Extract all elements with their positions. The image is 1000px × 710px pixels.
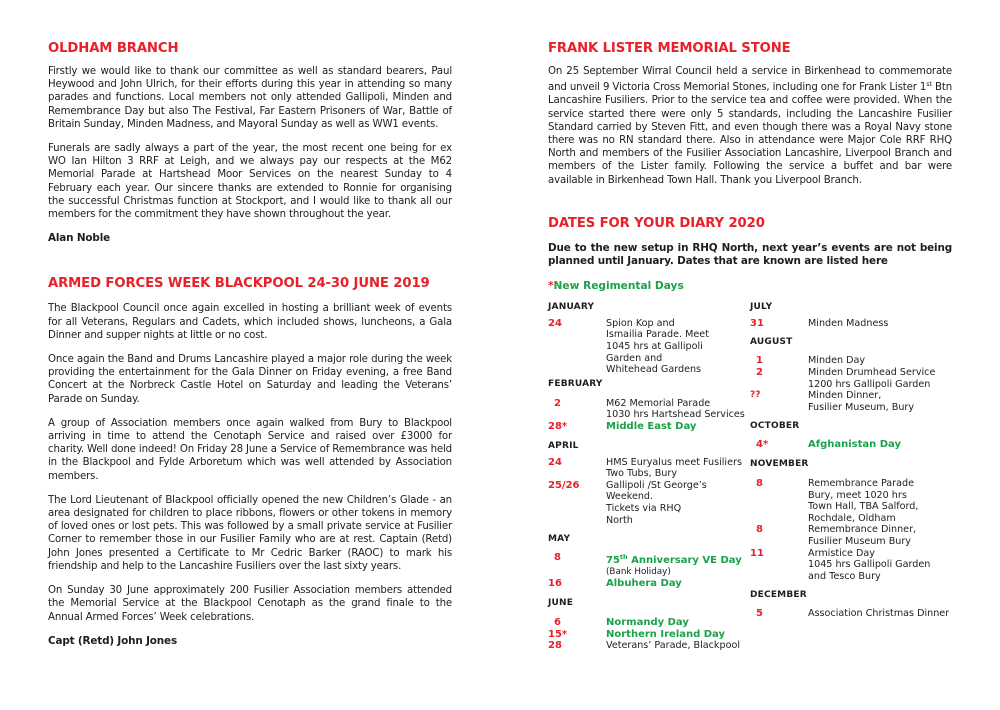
paragraph: The Lord Lieutenant of Blackpool officially opened the new Children’s Glade - an area designated for children to place ribbons, flowers or other tokens in memory of loved ones or lost pets. This was followed by a small private service at Fusilier Corner to remember those in our Fusilier Family who are at rest. Captain (Retd) John Jones presented a Certificate to Mr Cedric Barker (RAOC) to mark his friendship and help to the Lancashire Fusiliers over the last sixty years. [48, 494, 452, 572]
event-desc: Northern Ireland Day [606, 628, 726, 640]
month-heading: AUGUST [750, 337, 793, 348]
diary-entry [548, 552, 750, 578]
diary-entry [548, 318, 750, 376]
diary-entry [548, 421, 750, 433]
event-date: 5 [756, 608, 763, 620]
event-date: 6 [554, 616, 561, 628]
diary-entry [750, 608, 952, 620]
diary-entry [750, 548, 952, 583]
paragraph: Funerals are sadly always a part of the year, the most recent one being for ex WO Ian Hilton 3 RRF at Leigh, and we always pay our respects at the M62 Memorial Parade at Hartshead Moor Services on the nearest Sunday to 4 February each year. Our sincere thanks are extended to Ronnie for organising the successful Christmas function at Stockport, and I would like to thank all our members for the commitment they have shown throughout the year. [48, 143, 452, 221]
month-heading: APRIL [548, 440, 579, 451]
diary-entry [548, 457, 750, 480]
event-desc: Minden Day [808, 355, 866, 367]
diary-section [548, 215, 952, 652]
diary-calendar [548, 302, 952, 652]
event-date: 31 [750, 317, 764, 329]
paragraph: The Blackpool Council once again excelled in hosting a brilliant week of events for all Veterans, Regulars and Cadets, which included shows, luncheons, a Gala Dinner and supper nights at little or no cost. [48, 303, 452, 341]
event-date: 8 [756, 477, 763, 489]
oldham-branch-section [48, 40, 452, 245]
event-date: ?? [750, 390, 761, 401]
event-desc: Remembrance Parade Bury, meet 1020 hrs Town Hall, TBA Salford, Rochdale, Oldham [808, 477, 919, 524]
event-date: 2 [554, 397, 561, 409]
signature: Alan Noble [48, 232, 111, 245]
event-date: 24 [548, 317, 562, 329]
event-desc: Minden Madness [808, 317, 889, 329]
month-heading: FEBRUARY [548, 378, 603, 389]
month-heading: DECEMBER [750, 590, 807, 601]
section-title: ARMED FORCES WEEK BLACKPOOL 24-30 JUNE 2019 [48, 276, 430, 292]
armed-forces-week-section [48, 275, 452, 647]
month-heading: JANUARY [548, 301, 595, 312]
legend-new-regimental-days [548, 280, 952, 292]
section-title: FRANK LISTER MEMORIAL STONE [548, 41, 791, 56]
event-desc: Minden Drumhead Service 1200 hrs Gallipoli Garden [808, 367, 936, 390]
event-desc: Minden Dinner, Fusilier Museum, Bury [808, 390, 915, 413]
event-date: 8 [554, 552, 561, 564]
event-date: 11 [750, 547, 764, 559]
diary-entry [548, 398, 750, 421]
event-desc: 75th Anniversary VE Day (Bank Holiday) [606, 553, 742, 577]
month-heading: OCTOBER [750, 421, 800, 432]
event-date: 24 [548, 456, 562, 468]
diary-column-right [750, 302, 952, 652]
month-heading: JUNE [548, 597, 574, 608]
event-desc: Veterans’ Parade, Blackpool [606, 640, 740, 652]
event-desc: Association Christmas Dinner [808, 608, 950, 620]
event-desc: M62 Memorial Parade 1030 hrs Hartshead Services [606, 397, 745, 421]
paragraph: A group of Association members once again walked from Bury to Blackpool arriving in time to attend the Cenotaph Service and raised over £3000 for charity. Well done indeed! On Friday 28 June a Service of Remembrance was held in the Blackpool and Fylde Arboretum which was well attended by Association members. [48, 417, 452, 482]
event-date: 4* [756, 439, 769, 451]
diary-entry [548, 578, 750, 590]
event-date: 8 [756, 524, 763, 536]
text-run: Btn Lancashire Fusiliers. Prior to the service tea and coffee were provided. When the service started there were only 5 standards, including the Lancashire Fusilier Standard carried by Steven Fitt, and even though there was a Royal Navy stone there was no RN standard there. Also in attendance were Major Cole RRF RHQ North and members of the Fusilier Association Lancashire, Liverpool Branch and members of the Lister family. Following the service a buffet and bar were available in Birkenhead Town Hall. Thank you Liverpool Branch. [548, 82, 952, 186]
event-date: 2 [756, 367, 763, 379]
diary-column-left [548, 302, 750, 652]
diary-entry [750, 478, 952, 524]
diary-entry [548, 480, 750, 526]
diary-entry [750, 355, 952, 367]
event-desc: Remembrance Dinner, Fusilier Museum Bury [808, 524, 917, 547]
paragraph [548, 65, 952, 187]
event-desc: Middle East Day [606, 420, 697, 432]
diary-entry [750, 390, 952, 413]
event-desc: Armistice Day 1045 hrs Gallipoli Garden and Tesco Bury [808, 547, 931, 582]
left-column [48, 40, 452, 648]
month-heading: MAY [548, 534, 571, 545]
event-desc: Gallipoli /St George’s Weekend. Tickets via RHQ North [606, 479, 707, 526]
diary-entry [750, 524, 952, 547]
superscript: st [926, 80, 932, 89]
event-date: 15* [548, 628, 568, 640]
event-desc: Afghanistan Day [808, 439, 902, 451]
diary-entry [750, 367, 952, 390]
paragraph: Once again the Band and Drums Lancashire played a major role during the week providing the entertainment for the Gala Dinner on Friday evening, a free Band Concert at the Norbreck Castle Hotel on Saturday and leading the Veterans’ Parade on Sunday. [48, 354, 452, 405]
event-desc: Normandy Day [606, 616, 689, 628]
event-desc: HMS Euryalus meet Fusiliers Two Tubs, Bury [606, 456, 742, 480]
paragraph: Firstly we would like to thank our committee as well as standard bearers, Paul Heywood and John Ulrich, for their efforts during this year in attending so many parades and functions. Local members not only attended Gallipoli, Minden and Remembrance Day but also The Festival, Far Eastern Prisoners of War, Battle of Britain Sunday, Minden Madness, and Mayoral Sunday as well as WW1 events. [48, 66, 452, 130]
paragraph: On Sunday 30 June approximately 200 Fusilier Association members attended the Memorial Service at the Blackpool Cenotaph as the grand finale to the Annual Armed Forces’ Week celebrations. [48, 585, 452, 623]
section-title: DATES FOR YOUR DIARY 2020 [548, 215, 765, 231]
diary-entry [548, 629, 750, 641]
text-run: On 25 September Wirral Council held a service in Birkenhead to commemorate and unveil 9 Victoria Cross Memorial Stones, including one for Frank Lister 1 [548, 66, 952, 94]
event-date: 1 [756, 355, 763, 367]
event-desc: Spion Kop and Ismailia Parade. Meet 1045 hrs at Gallipoli Garden and Whitehead Gardens [606, 317, 709, 376]
star-marker: * [548, 279, 554, 292]
month-heading: NOVEMBER [750, 458, 809, 469]
diary-entry [548, 617, 750, 629]
event-date: 28* [548, 420, 568, 432]
diary-intro: Due to the new setup in RHQ North, next year’s events are not being planned until January. Dates that are known are listed here [548, 241, 952, 268]
legend-label: New Regimental Days [553, 279, 684, 292]
frank-lister-section [548, 40, 952, 187]
event-date: 25/26 [548, 479, 580, 491]
diary-entry [548, 640, 750, 652]
section-title: OLDHAM BRANCH [48, 41, 179, 56]
event-date: 28 [548, 640, 562, 652]
diary-entry [750, 439, 952, 451]
right-column [548, 40, 952, 652]
diary-entry [750, 318, 952, 330]
event-desc: Albuhera Day [606, 578, 682, 590]
signature: Capt (Retd) John Jones [48, 634, 177, 647]
month-heading: JULY [750, 301, 773, 312]
event-date: 16 [548, 578, 562, 590]
